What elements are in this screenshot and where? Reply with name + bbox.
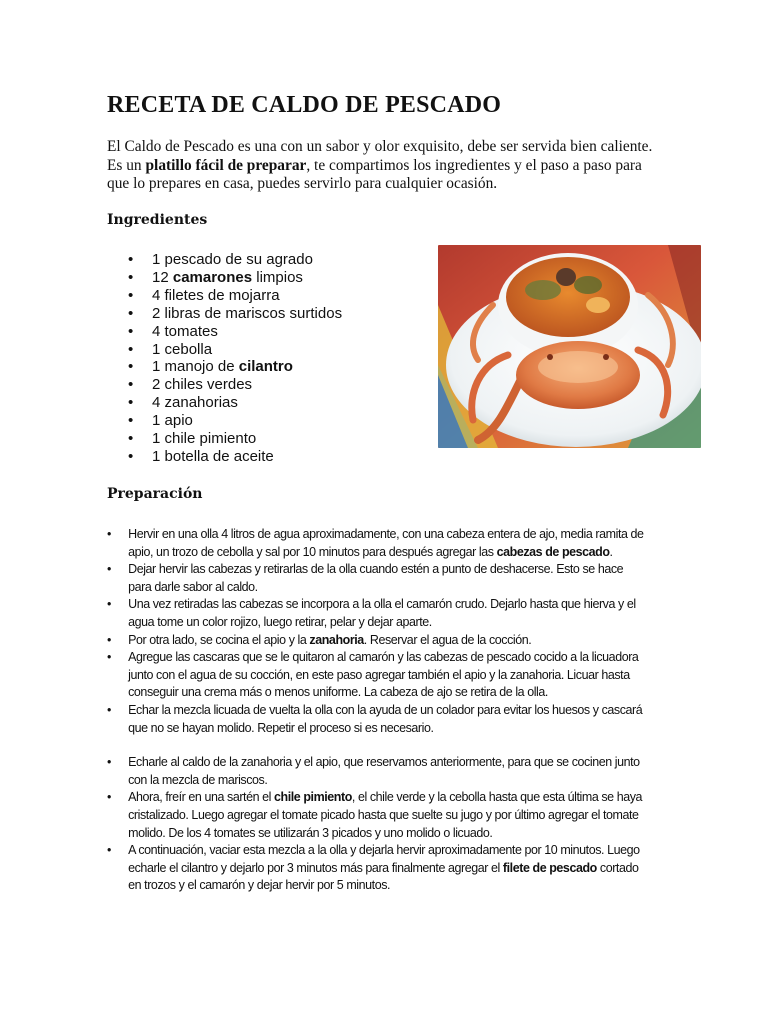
preparation-step: • Por otra lado, se cocina el apio y la zanahoria. Reservar el agua de la cocción. xyxy=(107,631,645,649)
ingredient-item: • 1 pescado de su agrado xyxy=(128,251,342,269)
ingredient-item: • 1 botella de aceite xyxy=(128,448,342,466)
preparation-heading: Preparación xyxy=(107,486,203,502)
preparation-step: • Hervir en una olla 4 litros de agua aproximadamente, con una cabeza entera de ajo, media ramita de apio, un trozo de cebolla y sal por 10 minutos para después agregar las cabezas de pescado. xyxy=(107,525,645,560)
preparation-step: • Dejar hervir las cabezas y retirarlas de la olla cuando estén a punto de deshacerse. Esto se hace para darle sabor al caldo. xyxy=(107,560,645,595)
ingredients-heading: Ingredientes xyxy=(107,212,208,228)
preparation-step: • Agregue las cascaras que se le quitaron al camarón y las cabezas de pescado cocido a la licuadora junto con el agua de su cocción, en este paso agregar también el apio y la zanahoria. Licuar hasta conseguir una crema más o menos uniforme. La cabeza de ajo se retira de la olla. xyxy=(107,648,645,701)
ingredient-item: • 1 cebolla xyxy=(128,341,342,359)
ingredient-item: • 1 chile pimiento xyxy=(128,430,342,448)
preparation-step: • Echar la mezcla licuada de vuelta la olla con la ayuda de un colador para evitar los huesos y cascará que no se hayan molido. Repetir el proceso si es necesario. xyxy=(107,701,645,736)
preparation-step: • Ahora, freír en una sartén el chile pimiento, el chile verde y la cebolla hasta que esta última se haya cristalizado. Luego agregar el tomate picado hasta que suelte su jugo y por último agregar el tomate molido. De los 4 tomates se utilizarán 3 picados y uno molido o licuado. xyxy=(107,788,645,841)
preparation-step: • A continuación, vaciar esta mezcla a la olla y dejarla hervir aproximadamente por 10 minutos. Luego echarle el cilantro y dejarlo por 3 minutos más para finalmente agregar el filete de pescado cortado en trozos y el camarón y dejar hervir por 5 minutos. xyxy=(107,841,645,894)
intro-paragraph xyxy=(107,138,667,194)
ingredient-item: • 12 camarones limpios xyxy=(128,269,342,287)
preparation-step: • Echarle al caldo de la zanahoria y el apio, que reservamos anteriormente, para que se cocinen junto con la mezcla de mariscos. xyxy=(107,753,645,788)
preparation-step: • Una vez retiradas las cabezas se incorpora a la olla el camarón crudo. Dejarlo hasta que hierva y el agua tome un color rojizo, luego retirar, pelar y dejar aparte. xyxy=(107,595,645,630)
ingredient-item: • 1 apio xyxy=(128,412,342,430)
ingredient-item: • 2 chiles verdes xyxy=(128,376,342,394)
preparation-steps-list xyxy=(107,525,645,894)
intro-text-1: El Caldo de Pescado es una con un sabor y olor exquisito, debe ser servida bien caliente. Es un xyxy=(107,138,653,174)
ingredient-item: • 4 filetes de mojarra xyxy=(128,287,342,305)
crab-soup-photo xyxy=(438,245,701,448)
ingredient-item: • 1 manojo de cilantro xyxy=(128,358,342,376)
ingredient-item: • 2 libras de mariscos surtidos xyxy=(128,305,342,323)
ingredients-list xyxy=(128,251,342,466)
page-title: RECETA DE CALDO DE PESCADO xyxy=(107,92,502,118)
ingredient-item: • 4 zanahorias xyxy=(128,394,342,412)
intro-text-2: , te compartimos los ingredientes y el paso a paso para que lo prepares en casa, puedes servirlo para cualquier ocasión. xyxy=(107,156,642,192)
intro-bold-text: platillo fácil de preparar xyxy=(145,156,307,174)
ingredient-item: • 4 tomates xyxy=(128,323,342,341)
